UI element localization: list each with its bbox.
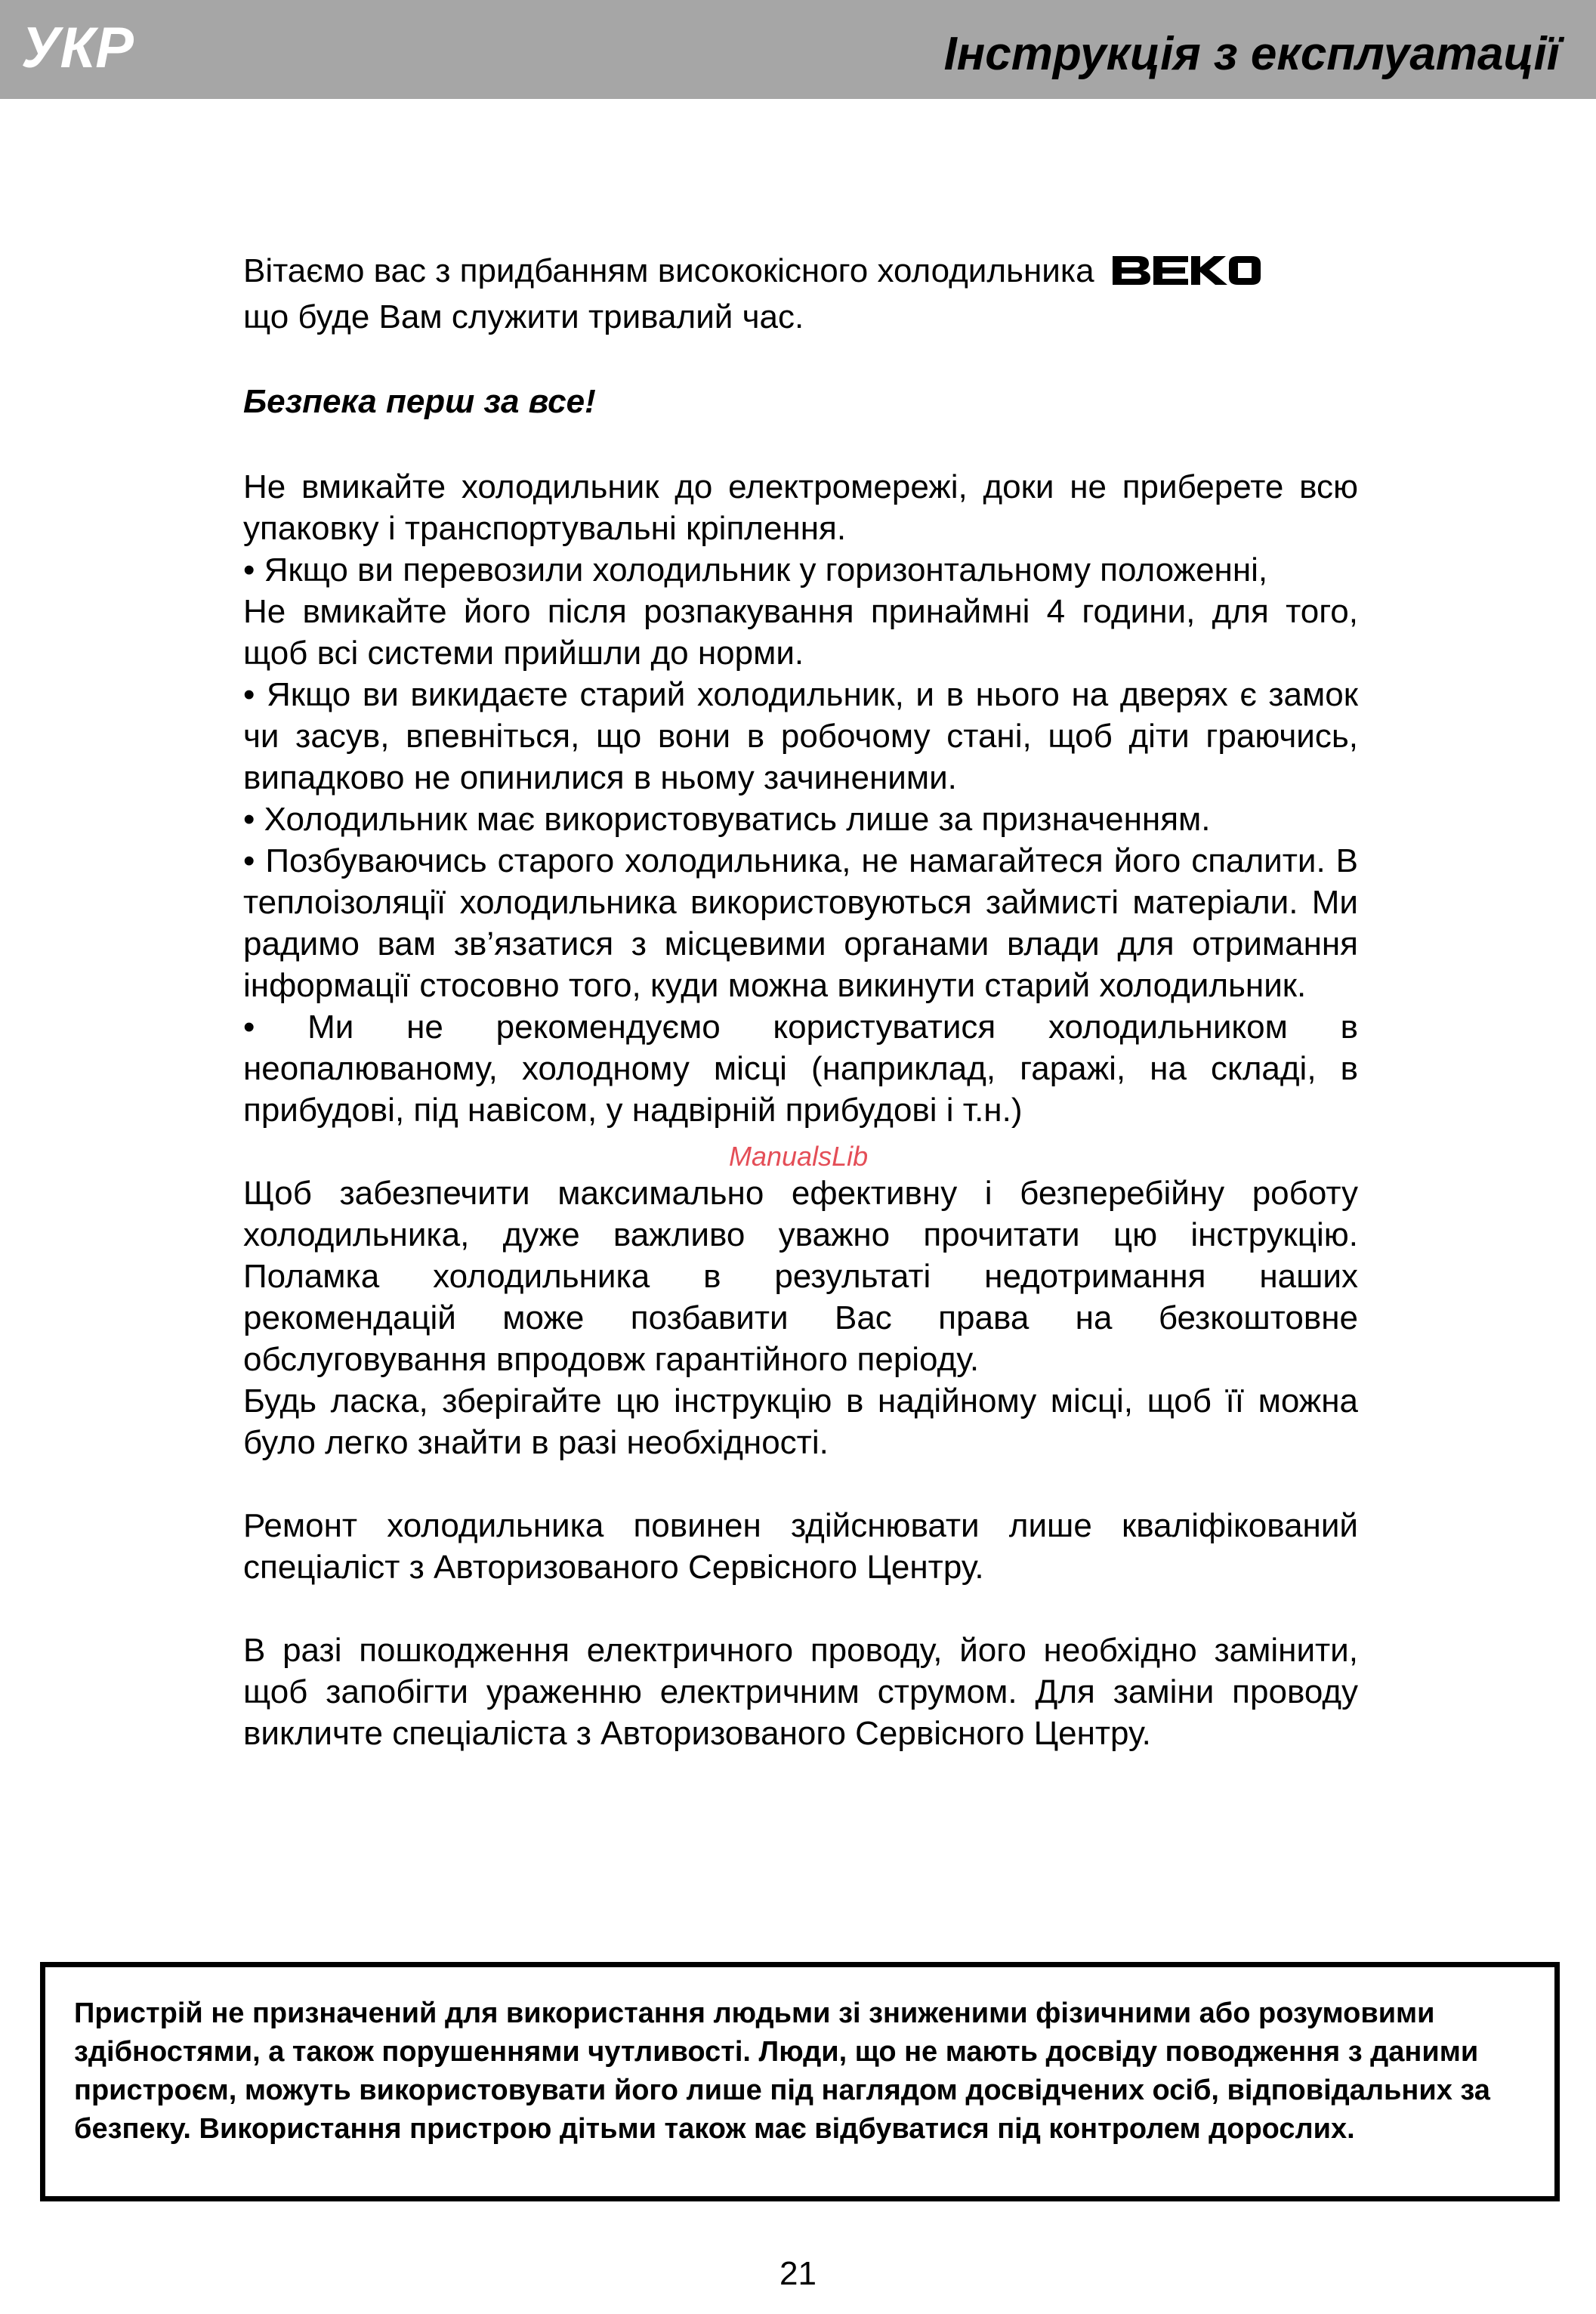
page-number: 21 [779,2255,817,2292]
instruction-paragraph-1: Щоб забезпечити максимально ефективну і безперебійну роботу холодильника, дуже важливо уважно прочитати цю інструкцію. Поламка холодильника в результаті недотримання наших рекомендацій може позбавити Вас права на безкоштовне обслуговування впродовж гарантійного періоду. [243,1175,1358,1378]
intro-paragraph [243,250,1358,338]
repair-paragraph: Ремонт холодильника повинен здійснювати лише кваліфікований спеціаліст з Авторизованого Сервісного Центру. [243,1507,1358,1586]
document-title: Інструкція з експлуатації [943,28,1560,80]
main-content [243,250,1358,1754]
intro-line-2: що буде Вам служити тривалий час. [243,298,804,335]
language-label: УКР [21,16,134,80]
header-bar [0,0,1596,99]
notice-box [40,1962,1560,2201]
instruction-paragraph-2: Будь ласка, зберігайте цю інструкцію в надійному місці, щоб її можна було легко знайти в разі необхідності. [243,1383,1358,1461]
safety-paragraph-5: • Холодильник має використовуватись лише за призначенням. [243,801,1211,838]
safety-paragraph-2: • Якщо ви перевозили холодильник у горизонтальному положенні, [243,551,1268,589]
safety-paragraph-6: • Позбуваючись старого холодильника, не намагайтеся його спалити. В теплоізоляції холодильника використовуються займисті матеріали. Ми радимо вам зв’язатися з місцевими органами влади для отримання інформації стосовно того, куди можна викинути старий холодильник. [243,842,1358,1004]
intro-line-1: Вітаємо вас з придбанням висококісного холодильника [243,252,1094,289]
safety-heading: Безпека перш за все! [243,383,596,420]
beko-logo-svg [1111,255,1262,286]
safety-paragraph-7: • Ми не рекомендуємо користуватися холодильником в неопалюваному, холодному місці (наприклад, гаражі, на складі, в прибудові, під навісом, у надвірній прибудові і т.н.) [243,1009,1358,1129]
safety-paragraph-3: Не вмикайте його після розпакування принаймні 4 години, для того, щоб всі системи прийшли до норми. [243,593,1358,672]
notice-text: Пристрій не призначений для використання людьми зі зниженими фізичними або розумовими здібностями, а також порушеннями чутливості. Люди, що не мають досвіду поводження з даними пристроєм, можуть використовувати його лише під наглядом досвідчених осіб, відповідальних за безпеку. Використання пристрою дітьми також має відбуватися під контролем дорослих. [74,1997,1490,2145]
cable-paragraph: В разі пошкодження електричного проводу, його необхідно замінити, щоб запобігти ураженню електричним струмом. Для заміни проводу викличте спеціаліста з Авторизованого Сервісного Центру. [243,1632,1358,1752]
beko-logo [1111,255,1262,296]
safety-paragraph-1: Не вмикайте холодильник до електромережі, доки не приберете всю упаковку і транспортувальні кріплення. [243,468,1358,547]
safety-paragraph-4: • Якщо ви викидаєте старий холодильник, и в нього на дверях є замок чи засув, впевніться, що вони в робочому стані, щоб діти граючись, випадково не опинилися в ньому зачиненими. [243,676,1358,796]
watermark: ManualsLib [729,1141,869,1172]
